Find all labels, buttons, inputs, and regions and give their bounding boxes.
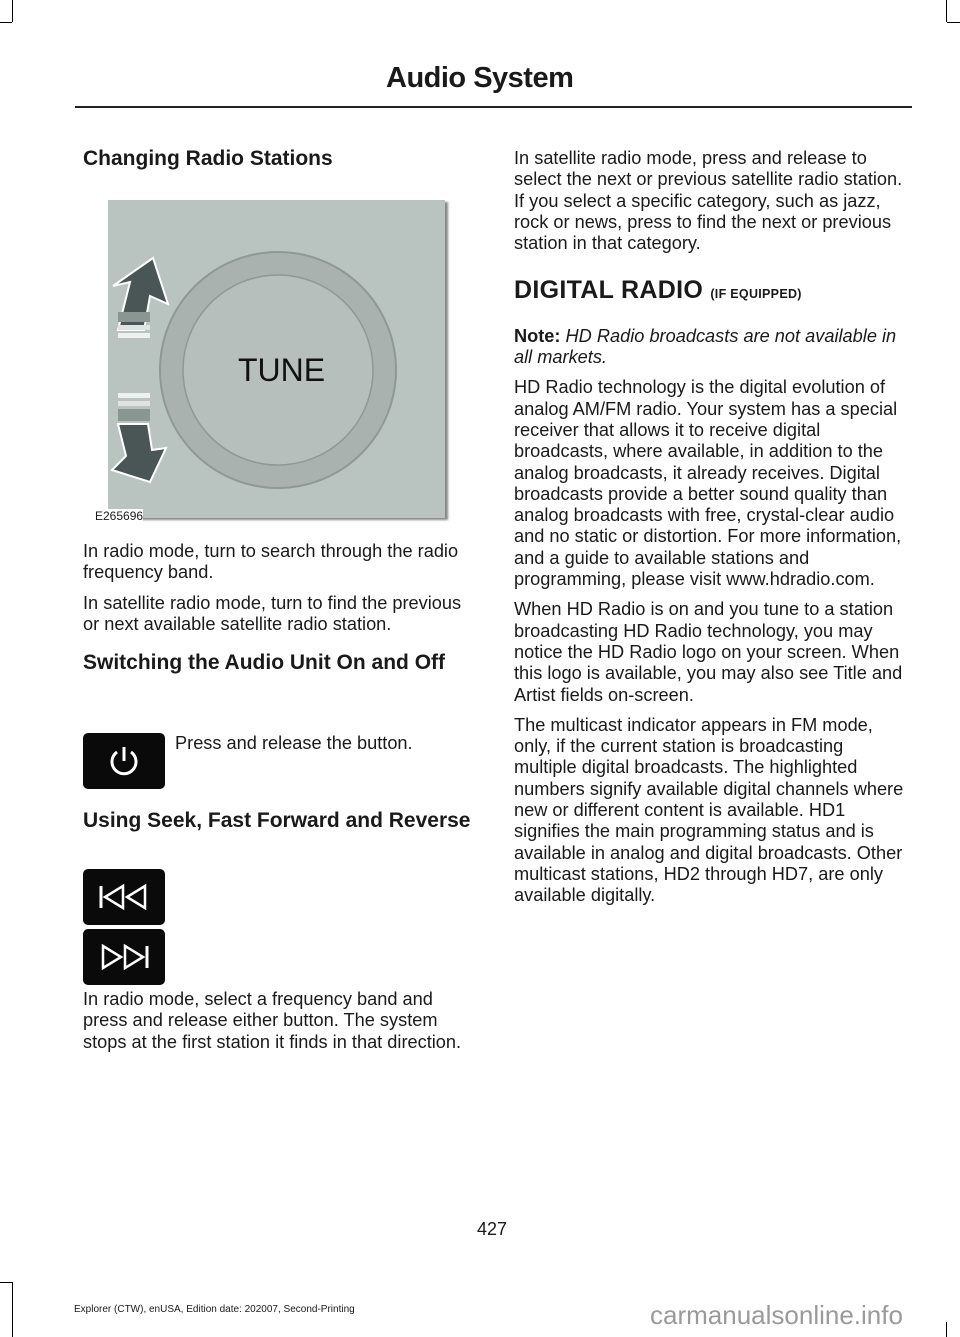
crop-mark — [12, 1282, 13, 1337]
paragraph: In satellite radio mode, turn to find the previous or next available satellite radio station. — [83, 592, 462, 634]
crop-mark — [12, 0, 13, 22]
note — [514, 326, 908, 369]
crop-mark — [946, 0, 947, 22]
heading-qualifier: (IF EQUIPPED) — [710, 287, 802, 302]
header-rule — [75, 106, 912, 108]
heading-text: DIGITAL RADIO — [514, 276, 704, 305]
crop-mark — [0, 22, 12, 23]
rotate-up-arrow-icon — [113, 258, 168, 338]
crop-mark — [947, 22, 960, 23]
rotate-down-arrow-icon — [112, 393, 166, 482]
crop-mark — [0, 1282, 12, 1283]
heading-seek: Using Seek, Fast Forward and Reverse — [83, 809, 471, 832]
paragraph: The multicast indicator appears in FM mode, only, if the current station is broadcasting multiple digital broadcasts. The highlighted numbers signify available digital channels where new or different content is available. HD1 signifies the main programming status and is available in analog and digital broadcasts. Other multicast stations, HD2 through HD7, are only available digitally. — [514, 714, 904, 906]
power-text: Press and release the button. — [175, 733, 413, 753]
knob-label: TUNE — [238, 352, 326, 388]
power-button-icon — [83, 733, 165, 789]
crop-mark — [946, 1322, 947, 1337]
right-column — [514, 148, 908, 916]
paragraph: HD Radio technology is the digital evolution of analog AM/FM radio. Your system has a special receiver that allows it to receive digital broadcasts, where available, in addition to the analog broadcasts, it already receives. Digital broadcasts provide a better sound quality than analog broadcasts with free, crystal-clear audio and no static or distortion. For more information, and a guide to available stations and programming, please visit www.hdradio.com. — [514, 377, 902, 590]
watermark: carmanualsonline.info — [650, 1300, 903, 1330]
paragraph: In satellite radio mode, press and release to select the next or previous satellite radio station. If you select a specific category, such as jazz, rock or news, press to find the next or previous station in that category. — [514, 148, 903, 254]
note-text: HD Radio broadcasts are not available in all markets. — [514, 325, 897, 368]
note-label: Note: — [514, 325, 561, 346]
page-title: Audio System — [386, 62, 574, 94]
heading-changing-stations: Changing Radio Stations — [83, 147, 333, 170]
paragraph: When HD Radio is on and you tune to a station broadcasting HD Radio technology, you may notice the HD Radio logo on your screen. When this logo is available, you may also see Title and Artist fields on-screen. — [514, 599, 903, 705]
tune-knob-figure — [108, 200, 445, 518]
left-column — [83, 148, 475, 170]
heading-switching: Switching the Audio Unit On and Off — [83, 651, 446, 675]
paragraph: In radio mode, turn to search through the radio frequency band. — [83, 541, 459, 583]
seek-back-icon — [83, 869, 165, 925]
page-number: 427 — [477, 1219, 508, 1239]
seek-text: In radio mode, select a frequency band and press and release either button. The system stops at the first station it finds in that direction. — [83, 989, 462, 1052]
edition-info: Explorer (CTW), enUSA, Edition date: 202007, Second-Printing — [74, 1304, 355, 1315]
heading-digital-radio — [514, 276, 908, 305]
left-column-text — [83, 541, 475, 674]
figure-id: E265696 — [95, 509, 144, 523]
seek-forward-icon — [83, 929, 165, 985]
